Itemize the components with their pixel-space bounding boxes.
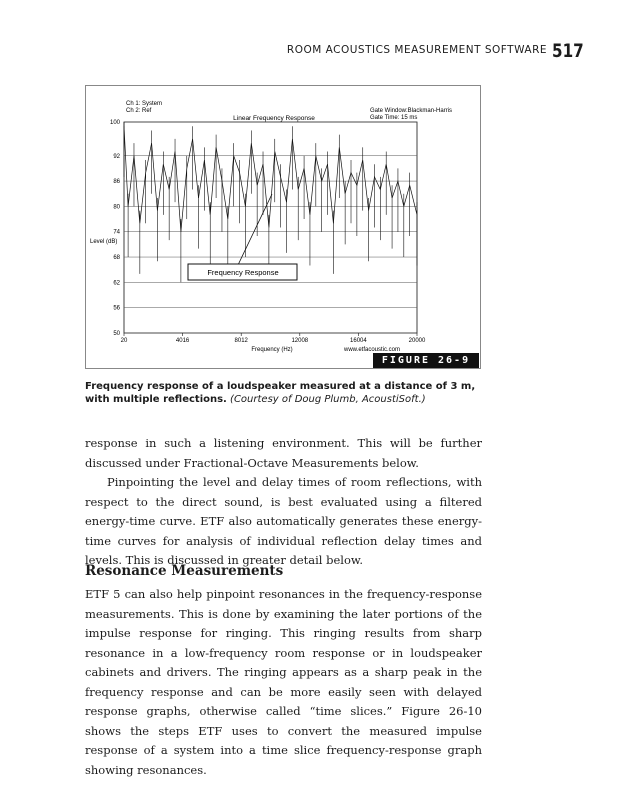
x-tick-label: 20	[120, 338, 128, 344]
x-ticks	[121, 333, 426, 344]
y-tick-label: 86	[113, 179, 120, 186]
channel-label-1: Ch 1: System	[126, 101, 163, 107]
x-tick-label: 20000	[408, 338, 426, 344]
y-axis-label: Level (dB)	[90, 239, 118, 245]
y-tick-label: 50	[113, 331, 120, 337]
frequency-response-spikes	[124, 122, 417, 282]
body-block-1	[85, 434, 482, 571]
caption-credit: (Courtesy of Doug Plumb, AcoustiSoft.)	[230, 394, 426, 405]
y-ticks	[110, 120, 121, 337]
y-tick-label: 80	[113, 204, 120, 211]
caption-text: Frequency response of a loudspeaker measured at a distance of 3 m, with multiple reflections.	[85, 381, 476, 405]
running-title: ROOM ACOUSTICS MEASUREMENT SOFTWARE	[286, 44, 547, 56]
y-tick-label: 62	[113, 280, 120, 287]
body-block-2	[85, 585, 482, 780]
source-url: www.etfacoustic.com	[343, 347, 401, 353]
x-tick-label: 12008	[291, 338, 309, 344]
paragraph-1: response in such a listening environment. This will be further discussed under Fractional-Octave Measurements below.	[85, 436, 482, 470]
x-tick-label: 16004	[350, 338, 367, 344]
annotation-label: Frequency Response	[207, 268, 279, 277]
y-tick-label: 92	[113, 153, 120, 160]
channel-label-2: Ch 2: Ref	[126, 108, 152, 114]
gate-time-label: Gate Time: 15 ms	[370, 115, 418, 121]
gate-window-label: Gate Window:Blackman-Harris	[370, 108, 453, 114]
figure-caption	[85, 380, 483, 406]
y-tick-label: 74	[113, 229, 120, 236]
section-heading: Resonance Measurements	[85, 563, 284, 579]
paragraph-2: Pinpointing the level and delay times of room reflections, with respect to the direct sound, is best evaluated using a filtered energy-time curve. ETF also automatically generates these energy-time curves for analysis of individual reflection delay times and levels. This is discussed in greater detail below.	[85, 475, 482, 567]
y-grid	[124, 122, 417, 333]
annotation-leader	[238, 194, 272, 265]
figure-label: FIGURE 26-9	[373, 353, 479, 368]
paragraph-3: ETF 5 can also help pinpoint resonances in the frequency-response measurements. This is done by examining the later portions of the impulse response for ringing. This ringing results from sharp resonance in a low-frequency room response or in loudspeaker cabinets and drivers. The ringing appears as a sharp peak in the frequency response and can be more easily seen with delayed response graphs, otherwise called “time slices.” Figure 26-10 shows the steps ETF uses to convert the measured impulse response of a system into a time slice frequency-response graph showing resonances.	[85, 587, 482, 777]
y-tick-label: 68	[113, 255, 120, 262]
y-tick-label: 56	[113, 305, 120, 312]
y-tick-label: 100	[109, 120, 120, 126]
frequency-response-line	[124, 126, 417, 232]
chart-title: Linear Frequency Response	[233, 115, 315, 122]
x-axis-label: Frequency (Hz)	[251, 347, 293, 353]
plot-area	[124, 122, 417, 333]
x-tick-label: 8012	[234, 338, 248, 344]
page-number: 517	[552, 40, 584, 62]
x-tick-label: 4016	[175, 338, 190, 344]
